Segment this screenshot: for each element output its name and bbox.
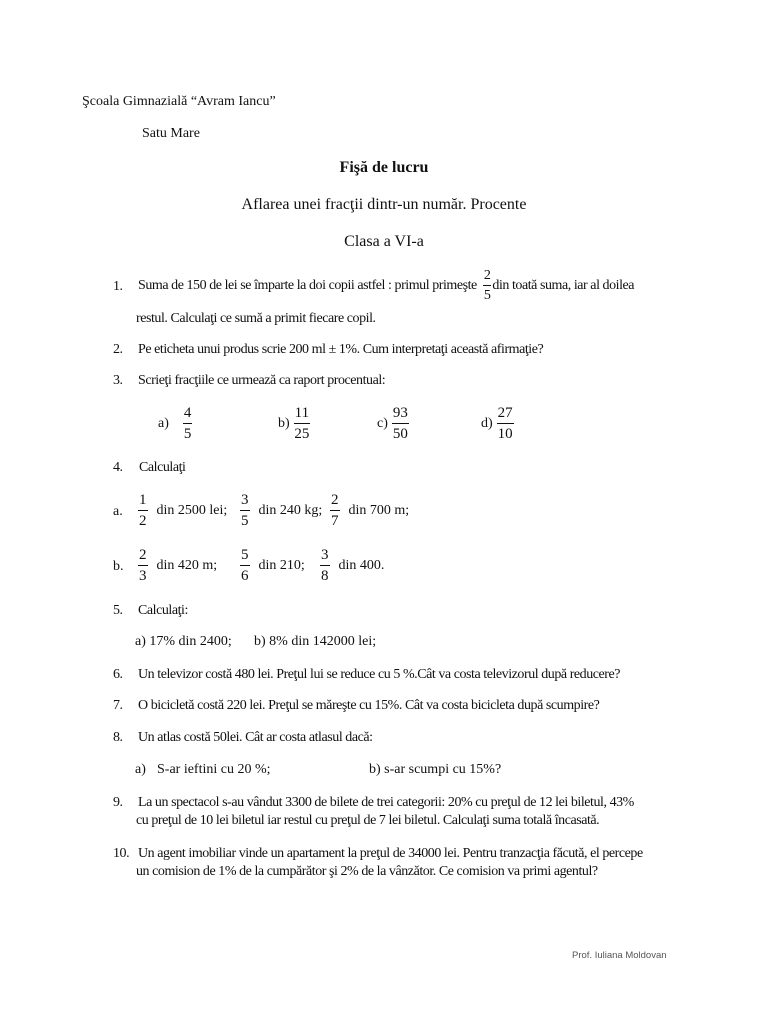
class-level: Clasa a VI-a xyxy=(344,233,424,250)
item-text: din 2500 lei; xyxy=(156,503,228,518)
fraction-denominator: 2 xyxy=(139,513,147,529)
exercise-1-text-part-2: din toată suma, iar al doilea xyxy=(492,278,635,293)
author-footer: Prof. Iuliana Moldovan xyxy=(572,950,667,961)
exercise-5-a: a) 17% din 2400; xyxy=(135,634,232,649)
exercise-4-text: Calculaţi xyxy=(139,460,186,475)
fraction xyxy=(183,406,193,442)
exercise-4-row-a-item-2 xyxy=(238,492,322,530)
fraction-numerator: 11 xyxy=(294,406,310,424)
fraction xyxy=(294,406,310,442)
fraction-numerator: 3 xyxy=(240,493,250,511)
exercise-4-row-b-item-2 xyxy=(238,547,305,585)
fraction-denominator: 3 xyxy=(139,568,147,584)
exercise-10-line-2: un comision de 1% de la cumpărător şi 2% de la vânzător. Ce comision va primi agentul? xyxy=(136,864,598,879)
fraction-numerator: 27 xyxy=(497,406,514,424)
exercise-7-number: 7. xyxy=(113,698,123,713)
fraction xyxy=(240,548,250,584)
exercise-1-number: 1. xyxy=(113,279,123,294)
fraction-denominator: 8 xyxy=(321,568,329,584)
fraction-numerator: 2 xyxy=(138,548,148,566)
exercise-6-text: Un televizor costă 480 lei. Preţul lui se reduce cu 5 %.Cât va costa televizorul după reducere? xyxy=(138,667,621,682)
exercise-9-line-2: cu preţul de 10 lei biletul iar restul cu preţul de 7 lei biletul. Calculaţi suma totală încasată. xyxy=(136,813,600,828)
exercise-9-number: 9. xyxy=(113,795,123,810)
exercise-1-line-2: restul. Calculaţi ce sumă a primit fiecare copil. xyxy=(136,311,376,326)
fraction xyxy=(320,548,330,584)
exercise-8-b: b) s-ar scumpi cu 15%? xyxy=(369,762,502,777)
exercise-4-row-b-item-3 xyxy=(318,547,384,585)
fraction xyxy=(138,548,148,584)
exercise-2-number: 2. xyxy=(113,342,123,357)
item-text: din 420 m; xyxy=(156,558,218,573)
item-text: din 400. xyxy=(338,558,385,573)
fraction-numerator: 4 xyxy=(183,406,193,424)
fraction-denominator: 50 xyxy=(392,426,408,442)
fraction-numerator: 3 xyxy=(320,548,330,566)
fraction-numerator: 2 xyxy=(483,269,492,286)
exercise-7-text: O bicicletă costă 220 lei. Preţul se măreşte cu 15%. Cât va costa bicicleta după scumpire? xyxy=(138,698,600,713)
exercise-1-fraction xyxy=(483,269,492,303)
exercise-1-text-part-1: Suma de 150 de lei se împarte la doi copii astfel : primul primeşte xyxy=(138,278,477,293)
item-label: a) xyxy=(158,416,169,431)
exercise-1-line-1 xyxy=(138,268,634,304)
exercise-3-item-c xyxy=(377,405,411,443)
item-text: din 240 kg; xyxy=(258,503,323,518)
exercise-3-number: 3. xyxy=(113,373,123,388)
exercise-8-number: 8. xyxy=(113,730,123,745)
worksheet-subtitle: Aflarea unei fracţii dintr-un număr. Procente xyxy=(241,196,527,213)
exercise-4-row-b-item-1 xyxy=(136,547,217,585)
exercise-4-row-a-item-3 xyxy=(328,492,409,530)
exercise-5-b: b) 8% din 142000 lei; xyxy=(254,634,377,649)
exercise-3-text: Scrieţi fracţiile ce urmează ca raport procentual: xyxy=(138,373,386,388)
exercise-6-number: 6. xyxy=(113,667,123,682)
fraction-numerator: 5 xyxy=(240,548,250,566)
school-name: Şcoala Gimnazială “Avram Iancu” xyxy=(82,94,276,109)
fraction xyxy=(240,493,250,529)
exercise-9-line-1: La un spectacol s-au vândut 3300 de bilete de trei categorii: 20% cu preţul de 12 lei biletul, 43% xyxy=(138,795,634,810)
item-label: b) xyxy=(278,416,290,431)
exercise-8-a-label: a) xyxy=(135,762,146,777)
exercise-4-row-a-label: a. xyxy=(113,504,123,519)
fraction xyxy=(392,406,409,442)
item-text: din 700 m; xyxy=(348,503,410,518)
fraction-denominator: 5 xyxy=(483,288,491,303)
city-name: Satu Mare xyxy=(142,126,200,141)
fraction-denominator: 5 xyxy=(183,426,192,442)
exercise-3-item-d xyxy=(481,405,516,443)
item-label: c) xyxy=(377,416,388,431)
fraction-numerator: 2 xyxy=(330,493,340,511)
fraction xyxy=(330,493,340,529)
item-text: din 210; xyxy=(258,558,305,573)
fraction-denominator: 6 xyxy=(241,568,249,584)
exercise-10-line-1: Un agent imobiliar vinde un apartament la preţul de 34000 lei. Pentru tranzacţia făcută, el percepe xyxy=(138,846,643,861)
fraction-numerator: 1 xyxy=(138,493,148,511)
item-label: d) xyxy=(481,416,493,431)
fraction xyxy=(497,406,514,442)
exercise-8-a: S-ar ieftini cu 20 %; xyxy=(157,762,271,777)
fraction-denominator: 5 xyxy=(241,513,249,529)
exercise-4-number: 4. xyxy=(113,460,123,475)
exercise-4-row-a-item-1 xyxy=(136,492,227,530)
exercise-8-text: Un atlas costă 50lei. Cât ar costa atlasul dacă: xyxy=(138,730,373,745)
exercise-5-text: Calculaţi: xyxy=(138,603,188,618)
exercise-5-number: 5. xyxy=(113,603,123,618)
fraction-denominator: 7 xyxy=(331,513,339,529)
exercise-4-row-b-label: b. xyxy=(113,559,124,574)
fraction xyxy=(138,493,148,529)
exercise-3-item-a xyxy=(158,405,194,443)
fraction-denominator: 25 xyxy=(294,426,310,442)
exercise-2-text: Pe eticheta unui produs scrie 200 ml ± 1%. Cum interpretaţi această afirmaţie? xyxy=(138,342,544,357)
worksheet-title: Fişă de lucru xyxy=(339,159,429,176)
exercise-3-item-b xyxy=(278,405,312,443)
exercise-10-number: 10. xyxy=(113,846,130,861)
fraction-denominator: 10 xyxy=(497,426,513,442)
fraction-numerator: 93 xyxy=(392,406,409,424)
